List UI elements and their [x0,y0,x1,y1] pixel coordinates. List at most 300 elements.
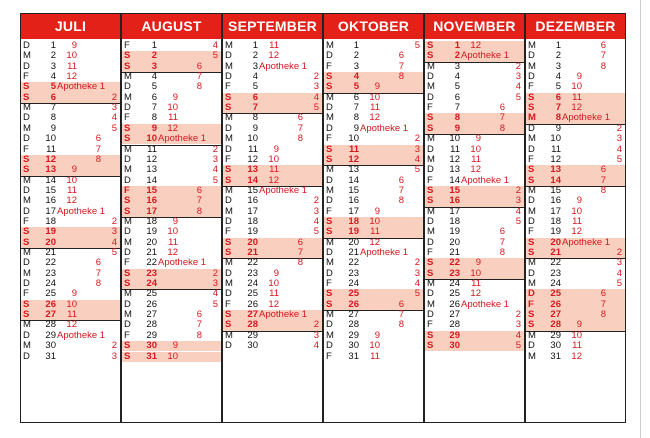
calendar-day-weekend [526,289,625,299]
weekday-letter: M [528,112,536,124]
calendar-day [21,124,120,134]
weekday-letter: S [528,91,535,103]
day-number: 11 [450,143,460,155]
calendar-day [324,176,423,186]
weekday-letter: D [528,288,535,300]
day-number: 5 [50,81,56,93]
pharmacy-on-duty: 4 [313,91,319,103]
pharmacy-on-duty: 2 [212,267,218,279]
pharmacy-on-duty: 3 [414,267,420,279]
pharmacy-on-duty: 12 [66,195,77,207]
day-number: 3 [50,60,56,72]
pharmacy-on-duty: 12 [268,50,279,62]
day-number: 22 [449,257,460,269]
pharmacy-on-duty: 11 [168,236,178,248]
day-number: 5 [555,81,561,93]
day-number: 28 [146,319,157,331]
day-number: 6 [151,91,157,103]
weekday-letter: D [326,102,333,114]
pharmacy-on-duty: 4 [111,112,117,124]
pharmacy-on-duty: 10 [369,340,380,352]
pharmacy-on-duty: 5 [414,288,420,300]
calendar-day-weekend [122,196,221,206]
weekday-letter: M [225,133,233,145]
day-number: 7 [454,102,460,114]
pharmacy-on-duty: 11 [572,340,582,352]
day-number: 3 [151,60,157,72]
day-number: 11 [147,143,157,155]
day-number: 15 [247,184,258,196]
weekday-letter: S [23,91,30,103]
day-number: 11 [348,143,359,155]
pharmacy-duty-calendar [20,13,626,423]
calendar-day [223,124,322,134]
weekday-letter: M [427,278,435,290]
weekday-letter: M [23,102,31,114]
day-number: 25 [550,288,561,300]
day-number: 25 [449,288,460,300]
pharmacy-on-duty: 9 [71,164,77,176]
pharmacy-on-duty: 6 [499,102,505,114]
day-number: 1 [151,40,157,51]
weekday-letter: S [124,133,131,145]
day-number: 2 [50,50,56,62]
day-number: 21 [449,247,460,258]
day-number: 12 [45,153,56,165]
pharmacy-on-duty: 8 [600,60,606,72]
pharmacy-on-duty: 4 [212,40,218,51]
pharmacy-on-duty: 7 [196,195,202,207]
pharmacy-on-duty: 12 [470,288,481,300]
pharmacy-on-duty: Apotheke 1 [259,60,308,72]
weekday-letter: D [124,319,131,331]
calendar-day [324,51,423,61]
day-number: 19 [348,226,359,238]
day-number: 2 [555,50,561,62]
day-number: 6 [252,91,258,103]
pharmacy-on-duty: 2 [212,143,218,155]
calendar-day-weekend [425,113,524,123]
month-column-oktober [324,14,423,422]
day-number: 12 [449,153,460,165]
pharmacy-on-duty: 4 [313,215,319,227]
pharmacy-on-duty: 5 [111,122,117,134]
pharmacy-on-duty: 3 [212,278,218,290]
pharmacy-on-duty: Apotheke 1 [360,122,409,134]
day-number: 10 [247,133,258,145]
pharmacy-on-duty: Apotheke 1 [57,205,106,217]
day-number: 13 [348,164,359,176]
day-number: 10 [449,133,460,145]
day-number: 8 [50,112,56,124]
weekday-letter: S [326,226,333,238]
day-number: 30 [449,340,460,352]
pharmacy-on-duty: 12 [369,112,380,124]
pharmacy-on-duty: 4 [313,340,319,352]
pharmacy-on-duty: 11 [471,153,481,165]
calendar-day [425,217,524,227]
day-number: 20 [146,236,157,248]
pharmacy-on-duty: 8 [398,195,404,207]
pharmacy-on-duty: 3 [111,350,117,362]
pharmacy-on-duty: 12 [369,236,380,248]
day-number: 14 [348,174,359,186]
pharmacy-on-duty: 4 [515,329,521,341]
pharmacy-on-duty: 4 [616,267,622,279]
weekday-letter: D [528,143,535,155]
pharmacy-on-duty: 9 [273,143,279,155]
pharmacy-on-duty: 8 [398,71,404,83]
weekday-letter: S [124,195,131,207]
calendar-day [122,320,221,330]
day-number: 23 [348,267,359,279]
pharmacy-on-duty: 7 [196,71,202,83]
weekday-letter: S [427,267,434,279]
pharmacy-on-duty: 7 [499,112,505,124]
day-number: 10 [146,133,157,145]
pharmacy-on-duty: 5 [616,153,622,165]
day-number: 11 [46,143,56,155]
day-number: 18 [146,215,157,227]
weekday-letter: D [427,143,434,155]
pharmacy-on-duty: 9 [273,267,279,279]
weekday-letter: M [528,329,536,341]
weekday-letter: S [427,50,434,62]
weekday-letter: M [326,164,334,176]
day-number: 9 [353,122,359,134]
weekday-letter: M [23,195,31,207]
calendar-day [324,186,423,196]
weekday-letter: F [225,298,231,310]
weekday-letter: M [528,40,536,51]
day-number: 13 [247,164,258,176]
pharmacy-on-duty: 6 [196,60,202,72]
calendar-day [425,103,524,113]
weekday-letter: D [326,247,333,258]
day-number: 9 [252,122,258,134]
day-number: 13 [146,164,157,176]
pharmacy-on-duty: 6 [398,174,404,186]
calendar-day-weekend [425,341,524,351]
pharmacy-on-duty: 11 [370,102,380,114]
pharmacy-on-duty: 10 [571,329,582,341]
day-number: 6 [454,91,460,103]
day-number: 28 [45,319,56,331]
pharmacy-on-duty: 5 [212,50,218,62]
pharmacy-on-duty: 12 [268,174,279,186]
pharmacy-on-duty: Apotheke 1 [360,247,409,258]
day-number: 20 [348,236,359,248]
weekday-letter: F [23,215,29,227]
day-number: 27 [45,309,56,321]
weekday-letter: F [124,329,130,341]
pharmacy-on-duty: 2 [616,122,622,134]
day-number: 1 [353,40,359,51]
day-number: 27 [247,309,258,321]
day-number: 7 [252,102,258,114]
day-number: 21 [247,247,258,258]
weekday-letter: M [23,319,31,331]
month-header: DEZEMBER [526,14,625,39]
month-column-august [122,14,221,422]
day-number: 1 [454,40,460,51]
pharmacy-on-duty: 11 [168,112,178,124]
weekday-letter: F [427,174,433,186]
weekday-letter: S [427,257,434,269]
weekday-letter: D [23,257,30,269]
pharmacy-on-duty: 4 [111,236,117,248]
day-number: 14 [247,174,258,186]
day-number: 4 [353,71,359,83]
weekday-letter: S [427,122,434,134]
weekday-letter: S [225,247,232,258]
day-number: 9 [454,122,460,134]
weekday-letter: D [427,288,434,300]
weekday-letter: D [23,133,30,145]
pharmacy-on-duty: 4 [212,288,218,300]
pharmacy-on-duty: 12 [571,226,582,238]
weekday-letter: F [326,133,332,145]
weekday-letter: F [528,226,534,238]
day-number: 5 [252,81,258,93]
day-number: 2 [353,50,359,62]
weekday-letter: D [23,40,30,51]
day-number: 11 [551,143,561,155]
weekday-letter: S [326,288,333,300]
day-number: 30 [45,340,56,352]
weekday-letter: F [326,60,332,72]
weekday-letter: S [427,40,434,51]
weekday-letter: D [427,309,434,321]
weekday-letter: D [528,50,535,62]
calendar-day-weekend [324,289,423,299]
weekday-letter: M [225,278,233,290]
weekday-letter: D [225,143,232,155]
weekday-letter: M [326,91,334,103]
pharmacy-on-duty: 12 [571,350,582,362]
day-number: 7 [555,102,561,114]
calendar-day [122,310,221,320]
calendar-day [526,352,625,362]
pharmacy-on-duty: Apotheke 1 [562,112,611,124]
pharmacy-on-duty: 10 [571,205,582,217]
pharmacy-on-duty: 2 [414,257,420,269]
day-number: 4 [454,71,460,83]
day-number: 15 [146,184,157,196]
pharmacy-on-duty: 12 [66,71,77,83]
calendar-day-weekend [526,165,625,175]
day-number: 20 [449,236,460,248]
weekday-letter: S [528,174,535,186]
day-number: 2 [151,50,157,62]
weekday-letter: M [326,309,334,321]
weekday-letter: M [326,184,334,196]
weekday-letter: S [528,102,535,114]
pharmacy-on-duty: 10 [66,298,77,310]
page-edge-line [640,0,641,438]
calendar-day [21,269,120,279]
day-number: 23 [550,267,561,279]
pharmacy-on-duty: 9 [475,257,481,269]
day-number: 14 [550,174,561,186]
pharmacy-on-duty: 8 [196,205,202,217]
calendar-day [526,279,625,289]
weekday-letter: M [427,153,435,165]
pharmacy-on-duty: 7 [95,143,101,155]
day-number: 24 [45,278,56,290]
weekday-letter: F [528,298,534,310]
day-number: 13 [449,164,460,176]
pharmacy-on-duty: 5 [212,298,218,310]
pharmacy-on-duty: 6 [398,298,404,310]
day-number: 8 [151,112,157,124]
weekday-letter: S [124,122,131,134]
pharmacy-on-duty: 10 [571,81,582,93]
pharmacy-on-duty: 2 [515,60,521,72]
pharmacy-on-duty: 4 [212,164,218,176]
weekday-letter: D [225,195,232,207]
weekday-letter: M [528,184,536,196]
weekday-letter: F [23,288,29,300]
day-number: 13 [550,164,561,176]
day-number: 12 [348,153,359,165]
calendar-day-weekend [122,62,221,72]
pharmacy-on-duty: 3 [515,195,521,207]
day-number: 20 [45,236,56,248]
pharmacy-on-duty: 3 [111,226,117,238]
pharmacy-on-duty: 8 [95,153,101,165]
day-number: 18 [45,215,56,227]
day-number: 17 [348,205,359,217]
pharmacy-on-duty: 3 [313,205,319,217]
weekday-letter: M [124,71,132,83]
day-number: 31 [146,350,157,362]
pharmacy-on-duty: Apotheke 1 [259,184,308,196]
weekday-letter: S [225,164,232,176]
pharmacy-on-duty: 5 [616,278,622,290]
day-number: 7 [353,102,359,114]
weekday-letter: F [225,153,231,165]
weekday-letter: S [124,350,131,362]
weekday-letter: D [23,278,30,290]
pharmacy-on-duty: 3 [313,329,319,341]
pharmacy-on-duty: Apotheke 1 [562,236,611,248]
day-number: 28 [348,319,359,331]
day-number: 16 [348,195,359,207]
day-number: 6 [555,91,561,103]
day-number: 5 [454,81,460,93]
weekday-letter: D [528,195,535,207]
weekday-letter: D [124,226,131,238]
weekday-letter: M [23,267,31,279]
day-number: 3 [454,60,460,72]
weekday-letter: D [23,60,30,72]
day-number: 12 [146,153,157,165]
weekday-letter: F [326,350,332,362]
day-number: 23 [146,267,157,279]
calendar-day [21,258,120,268]
weekday-letter: M [124,143,132,155]
pharmacy-on-duty: 2 [515,309,521,321]
weekday-letter: S [23,236,30,248]
pharmacy-on-duty: 8 [297,133,303,145]
day-number: 19 [449,226,460,238]
pharmacy-on-duty: 5 [313,102,319,114]
pharmacy-on-duty: 10 [167,350,178,362]
pharmacy-on-duty: 9 [576,71,582,83]
pharmacy-on-duty: 6 [196,309,202,321]
pharmacy-on-duty: 7 [398,309,404,321]
pharmacy-on-duty: 11 [67,309,77,321]
weekday-letter: D [23,112,30,124]
day-number: 23 [45,267,56,279]
pharmacy-on-duty: 3 [111,102,117,114]
weekday-letter: F [326,205,332,217]
weekday-letter: S [225,91,232,103]
pharmacy-on-duty: 7 [600,174,606,186]
weekday-letter: D [124,247,131,258]
day-number: 20 [550,236,561,248]
month-header: NOVEMBER [425,14,524,39]
day-number: 16 [45,195,56,207]
pharmacy-on-duty: 8 [499,247,505,258]
day-number: 16 [550,195,561,207]
pharmacy-on-duty: 10 [470,143,481,155]
weekday-letter: S [427,195,434,207]
day-number: 6 [50,91,56,103]
day-number: 17 [550,205,561,217]
weekday-letter: D [225,288,232,300]
day-number: 7 [151,102,157,114]
weekday-letter: D [528,340,535,352]
pharmacy-on-duty: 12 [470,40,481,51]
pharmacy-on-duty: 2 [414,133,420,145]
weekday-letter: F [225,81,231,93]
day-number: 28 [550,319,561,331]
day-number: 1 [555,40,561,51]
day-number: 21 [146,247,157,258]
day-number: 17 [45,205,56,217]
weekday-letter: D [427,236,434,248]
pharmacy-on-duty: 7 [196,319,202,331]
day-number: 22 [146,257,157,269]
day-number: 14 [45,174,56,186]
weekday-letter: M [528,350,536,362]
pharmacy-on-duty: 9 [576,195,582,207]
weekday-letter: S [326,143,333,155]
pharmacy-on-duty: Apotheke 1 [158,257,207,269]
day-number: 28 [247,319,258,331]
pharmacy-on-duty: 9 [71,40,77,51]
weekday-letter: S [23,309,30,321]
pharmacy-on-duty: 5 [515,215,521,227]
pharmacy-on-duty: 12 [167,122,178,134]
pharmacy-on-duty: 9 [172,215,178,227]
calendar-day [526,51,625,61]
day-number: 5 [353,81,359,93]
day-number: 10 [45,133,56,145]
day-number: 3 [252,60,258,72]
pharmacy-on-duty: 7 [600,298,606,310]
weekday-letter: D [225,215,232,227]
day-number: 29 [348,329,359,341]
weekday-letter: S [124,267,131,279]
weekday-letter: M [124,91,132,103]
pharmacy-on-duty: 6 [600,288,606,300]
day-number: 26 [146,298,157,310]
day-number: 30 [247,340,258,352]
weekday-letter: M [528,257,536,269]
